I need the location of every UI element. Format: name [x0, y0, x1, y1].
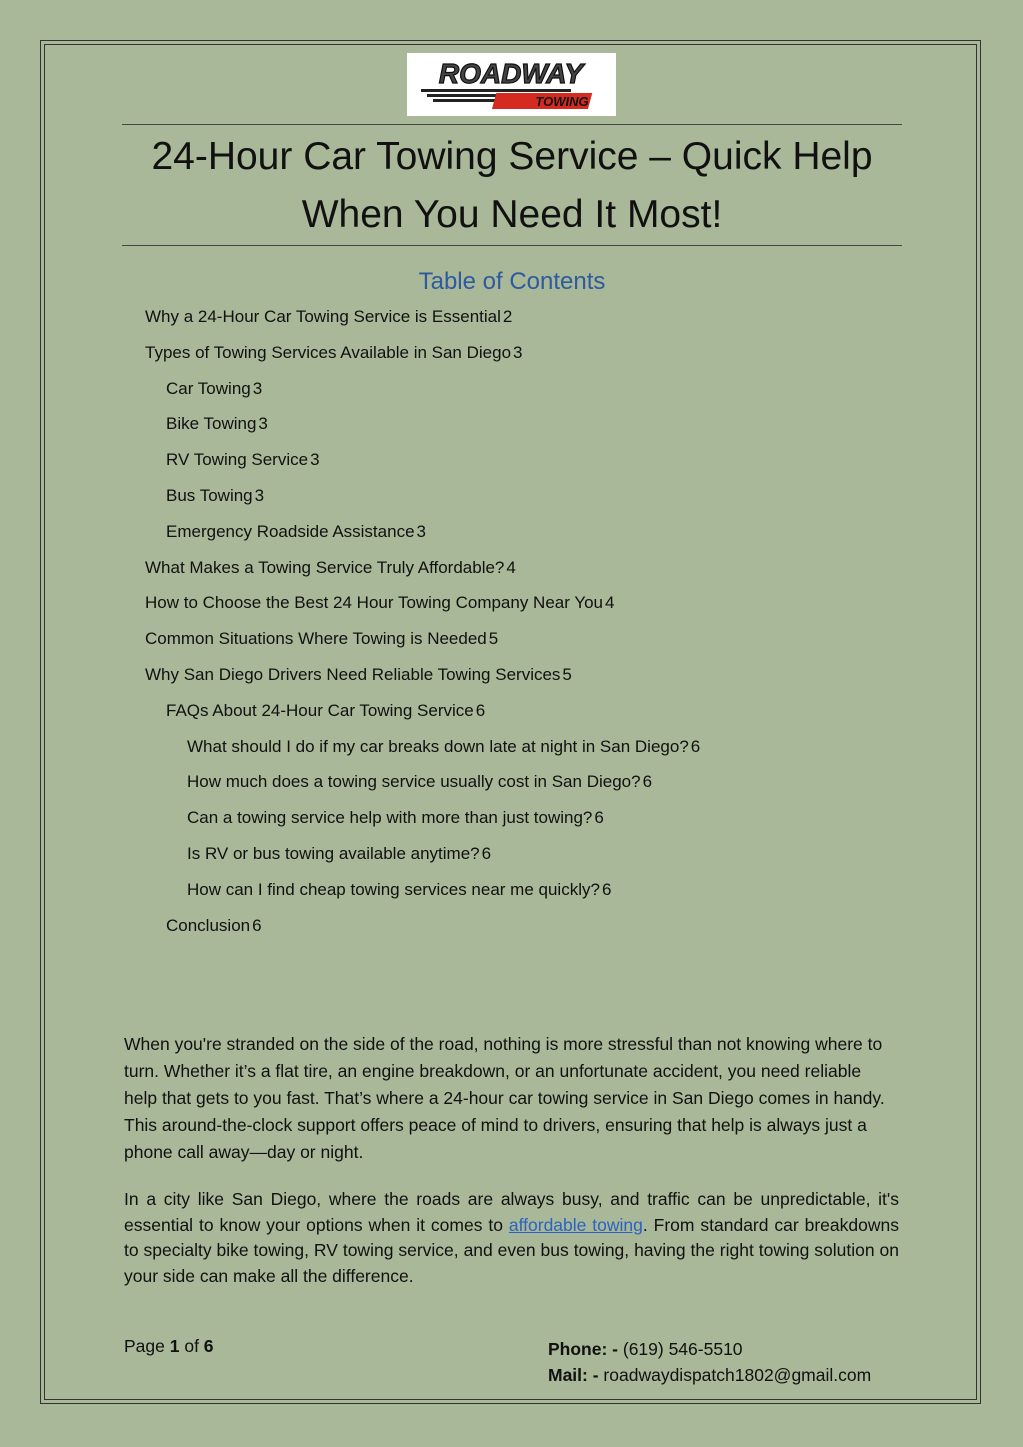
toc-entry-label: Types of Towing Services Available in San Diego: [145, 342, 512, 362]
title-top-rule: [122, 124, 902, 125]
options-paragraph-text-after: . From standard car breakdowns to specialty bike towing, RV towing service, and even bus towing, having the right towing solution on your side can make all the difference.: [124, 1214, 899, 1286]
toc-entry-label: Why San Diego Drivers Need Reliable Towing Services: [145, 665, 561, 684]
toc-entry-label: Can a towing service help with more than just towing?: [187, 808, 593, 828]
mail-label: Mail: -: [548, 1365, 599, 1385]
toc-entry-label: Is RV or bus towing available anytime?: [187, 844, 480, 863]
toc-entry-label: What should I do if my car breaks down late at night in San Diego?: [187, 736, 689, 756]
toc-entry-page: 2: [502, 307, 513, 326]
page-of: of: [179, 1336, 204, 1356]
options-paragraph: [124, 1187, 899, 1289]
phone-label: Phone: -: [548, 1339, 618, 1359]
toc-entry-label: Conclusion: [166, 915, 251, 935]
toc-entry-label: How to Choose the Best 24 Hour Towing Company Near You: [145, 593, 604, 613]
toc-entry-page: 6: [601, 879, 612, 899]
toc-entry-label: How much does a towing service usually cost in San Diego?: [187, 772, 641, 792]
toc-entry-page: 3: [254, 486, 265, 505]
intro-paragraph: When you're stranded on the side of the road, nothing is more stressful than not knowing where to turn. Whether it’s a flat tire, an engine breakdown, or an unfortunate accident, you need reliable help that gets to you fast. That’s where a 24-hour car towing service in San Diego comes in handy. This around-the-clock support offers peace of mind to drivers, ensuring that help is always just a phone call away—day or night.: [124, 1034, 885, 1162]
toc-entry-page: 6: [252, 915, 262, 935]
toc-entry-page: 4: [605, 593, 615, 613]
svg-text:ROADWAY: ROADWAY: [438, 58, 584, 89]
toc-entry-label: Bus Towing: [166, 486, 253, 505]
document-title-line2: When You Need It Most!: [301, 193, 723, 236]
contact-info: [548, 1336, 871, 1388]
title-bottom-rule: [122, 245, 902, 246]
toc-entry-label: Why a 24-Hour Car Towing Service is Essential: [145, 307, 501, 326]
toc-entry-page: 3: [252, 378, 263, 398]
toc-entry-label: Bike Towing: [166, 414, 257, 434]
toc-entry-page: 6: [690, 736, 701, 756]
toc-entry-page: 3: [513, 342, 523, 362]
document-title-line1: 24-Hour Car Towing Service – Quick Help: [151, 135, 873, 178]
toc-entry-label: FAQs About 24-Hour Car Towing Service: [166, 700, 474, 720]
mail-line: [548, 1362, 871, 1388]
toc-entry-page: 6: [481, 844, 492, 863]
document-title: [122, 128, 902, 244]
roadway-towing-logo: [407, 53, 616, 116]
svg-text:TOWING: TOWING: [535, 94, 589, 109]
page-total: 6: [203, 1336, 214, 1356]
toc-entry-page: 6: [475, 700, 486, 720]
toc-entry-label: Car Towing: [166, 378, 251, 398]
page-prefix: Page: [124, 1336, 170, 1356]
toc-entry-page: 6: [594, 808, 604, 828]
affordable-towing-link[interactable]: affordable towing: [508, 1214, 643, 1235]
toc-entry-label: What Makes a Towing Service Truly Affordable?: [145, 557, 505, 577]
page-number: [124, 1336, 214, 1357]
toc-entry-page: 3: [310, 450, 320, 470]
toc-heading: Table of Contents: [418, 268, 606, 295]
toc-entry-page: 3: [258, 414, 268, 434]
phone-value[interactable]: (619) 546-5510: [618, 1339, 743, 1359]
toc-entry-page: 6: [642, 772, 653, 792]
toc-entry-page: 4: [506, 557, 516, 577]
phone-line: [548, 1336, 871, 1362]
toc-entry-label: Emergency Roadside Assistance: [166, 521, 415, 541]
toc-entry-page: 3: [416, 521, 426, 541]
toc-entry-label: How can I find cheap towing services near me quickly?: [187, 879, 600, 899]
toc-entry-label: RV Towing Service: [166, 450, 309, 470]
toc-entry-page: 5: [488, 629, 499, 649]
toc-entry-page: 5: [562, 665, 572, 684]
page-current: 1: [169, 1336, 180, 1356]
options-paragraph-text-before: In a city like San Diego, where the roads are always busy, and traffic can be unpredictable, it's essential to know your options when it comes to: [124, 1189, 899, 1235]
toc-entry-label: Common Situations Where Towing is Needed: [145, 629, 487, 649]
mail-value[interactable]: roadwaydispatch1802@gmail.com: [598, 1365, 872, 1385]
